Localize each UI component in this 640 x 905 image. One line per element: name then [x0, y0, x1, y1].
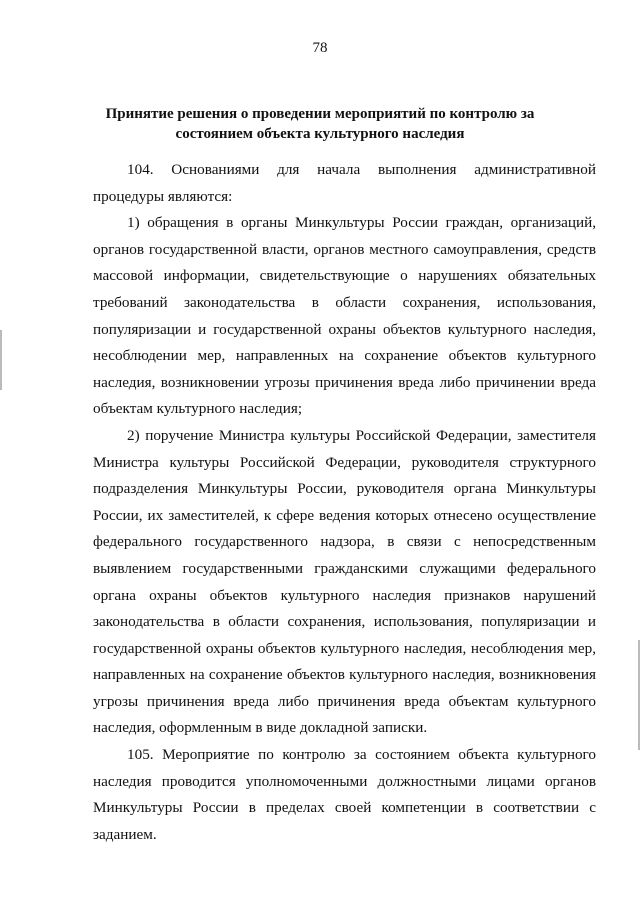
page-number: 78 [312, 40, 328, 56]
paragraph-104-item-1: 1) обращения в органы Минкультуры России граждан, организаций, органов государственной власти, органов местного самоуправления, средств массовой информации, свидетельствующие о нарушениях обязательных требований законодательства в области сохранения, использования, популяризации и государственной охраны объектов культурного наследия, несоблюдении мер, направленных на сохранение объектов культурного наследия, возникновении угрозы причинения вреда либо причинении вреда объектам культурного наследия; [93, 214, 596, 418]
document-body [93, 157, 596, 848]
section-heading-line-1: Принятие решения о проведении мероприятий по контролю за [105, 106, 535, 122]
paragraph-104: 104. Основаниями для начала выполнения административной процедуры являются: [93, 161, 596, 205]
section-heading-line-2: состоянием объекта культурного наследия [175, 126, 465, 142]
paragraph-105: 105. Мероприятие по контролю за состоянием объекта культурного наследия проводится уполномоченными должностными лицами органов Минкультуры России в пределах своей компетенции в соответствии с заданием. [93, 746, 596, 843]
section-heading [92, 104, 548, 144]
scan-edge-mark-left [0, 330, 2, 390]
paragraph-104-item-2: 2) поручение Министра культуры Российской Федерации, заместителя Министра культуры Российской Федерации, руководителя структурного подразделения Минкультуры России, руководителя органа Минкультуры России, их заместителей, к сфере ведения которых отнесено осуществление федерального государственного надзора, в связи с непосредственным выявлением государственными гражданскими служащими федерального органа охраны объектов культурного наследия признаков нарушений законодательства в области сохранения, использования, популяризации и государственной охраны объектов культурного наследия, несоблюдения мер, направленных на сохранение объектов культурного наследия, возникновения угрозы причинения вреда либо причинения вреда объектам культурного наследия, оформленным в виде докладной записки. [93, 426, 596, 737]
